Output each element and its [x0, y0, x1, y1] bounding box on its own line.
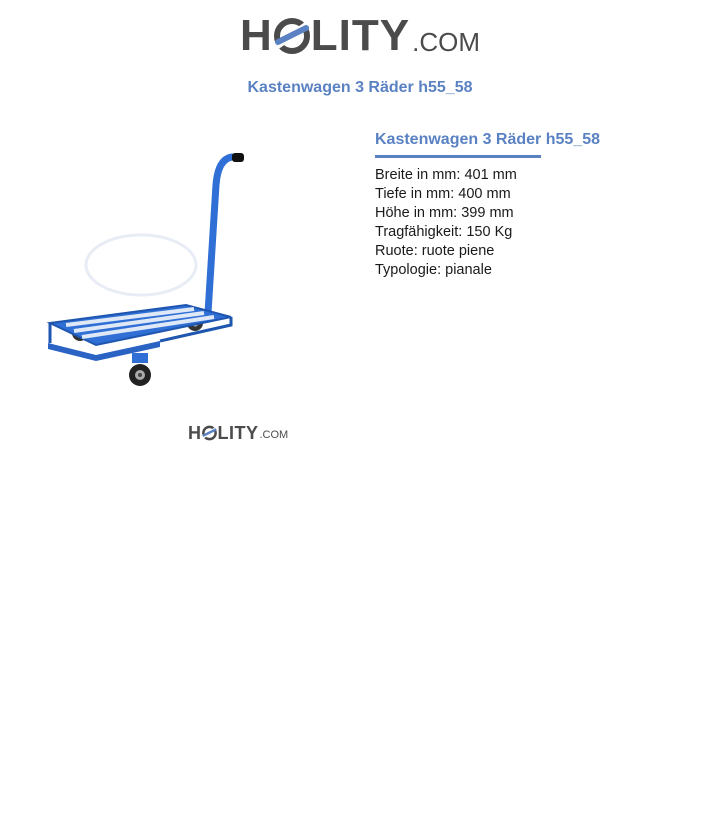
spec-label: Tragfähigkeit: [375, 224, 463, 240]
spec-value: 399 mm [461, 205, 514, 221]
spec-width [375, 166, 695, 185]
spec-value: 150 Kg [466, 224, 513, 240]
spec-label: Höhe in mm: [375, 205, 458, 221]
spec-wheels [375, 242, 695, 261]
spec-value: 400 mm [458, 186, 511, 202]
spec-depth [375, 185, 695, 204]
spec-value: ruote piene [421, 243, 495, 259]
logo-tld: .COM [259, 429, 289, 441]
spec-value: 401 mm [464, 167, 517, 183]
logo-letters-lity: LITY [310, 11, 411, 60]
logo-o-icon [202, 424, 218, 442]
logo-letter-h: H [188, 423, 202, 443]
holity-logo[interactable] [240, 11, 480, 60]
spec-height [375, 204, 695, 223]
spec-label: Ruote: [375, 243, 418, 259]
logo-o-icon [273, 14, 311, 58]
logo-letter-h: H [240, 11, 273, 60]
spec-type [375, 261, 695, 280]
product-details [375, 131, 695, 280]
title-underline [375, 155, 541, 158]
spec-value: pianale [445, 262, 492, 278]
spec-label: Typologie: [375, 262, 442, 278]
spec-label: Tiefe in mm: [375, 186, 455, 202]
spec-capacity [375, 223, 695, 242]
logo-letters-lity: LITY [217, 423, 259, 443]
platform-trolley-image [36, 145, 266, 395]
logo-tld: .COM [412, 27, 480, 57]
page-title: Kastenwagen 3 Räder h55_58 [247, 79, 473, 96]
product-title: Kastenwagen 3 Räder h55_58 [375, 131, 600, 148]
holity-logo-small[interactable] [188, 424, 288, 442]
product-image [36, 145, 266, 395]
spec-label: Breite in mm: [375, 167, 461, 183]
